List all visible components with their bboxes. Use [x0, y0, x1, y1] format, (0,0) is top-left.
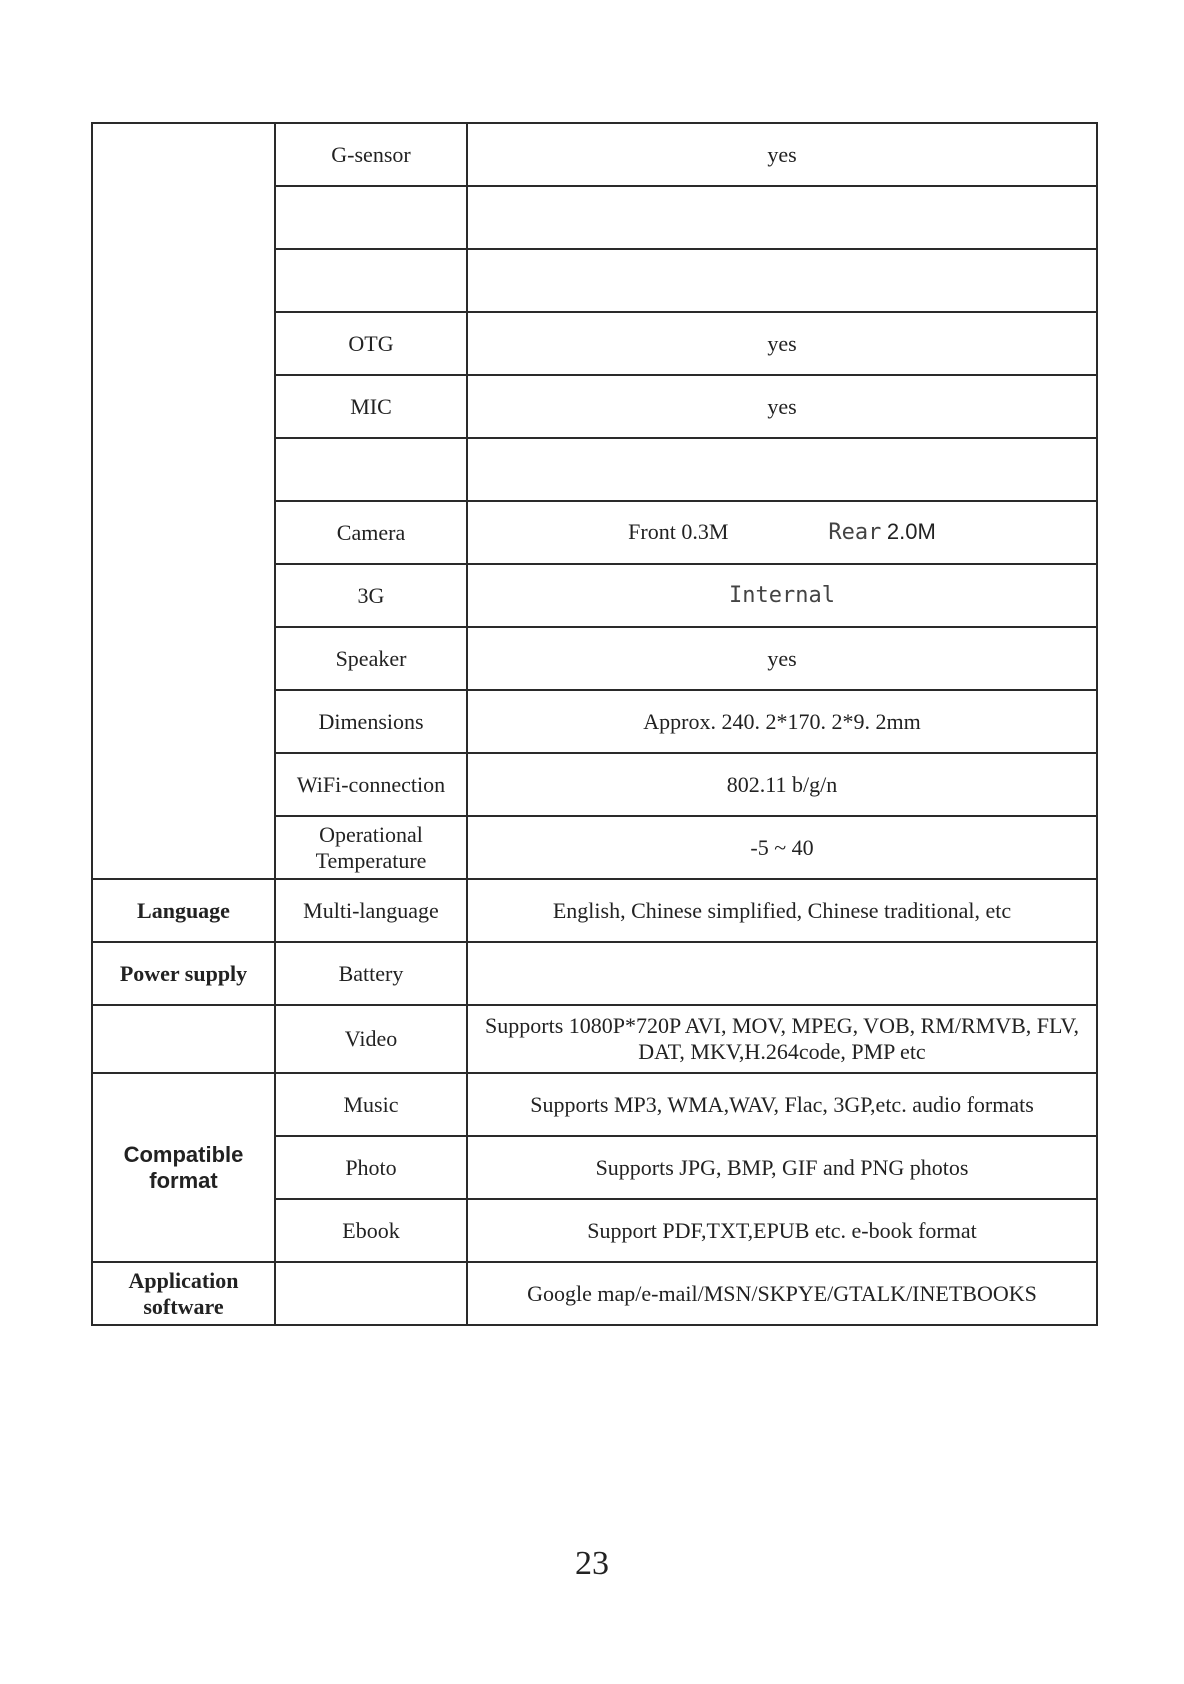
value-cell: 802.11 b/g/n: [467, 753, 1097, 816]
value-cell: [467, 942, 1097, 1005]
feature-cell: Music: [275, 1073, 467, 1136]
table-row-music: [92, 1073, 1097, 1136]
value-cell: Approx. 240. 2*170. 2*9. 2mm: [467, 690, 1097, 753]
value-cell: yes: [467, 375, 1097, 438]
value-cell: -5 ~ 40: [467, 816, 1097, 879]
value-cell: yes: [467, 627, 1097, 690]
table-row-application: [92, 1262, 1097, 1325]
table-row-video: [92, 1005, 1097, 1073]
feature-cell: Camera: [275, 501, 467, 564]
camera-front-value: 0.3M: [681, 519, 729, 544]
value-cell: [467, 186, 1097, 249]
camera-front-label: Front: [628, 519, 676, 544]
feature-cell: Operational Temperature: [275, 816, 467, 879]
value-cell: [467, 438, 1097, 501]
feature-cell: Battery: [275, 942, 467, 1005]
value-cell: Internal: [467, 564, 1097, 627]
feature-cell: 3G: [275, 564, 467, 627]
category-cell-application: Application software: [92, 1262, 275, 1325]
feature-cell: [275, 186, 467, 249]
feature-cell: Ebook: [275, 1199, 467, 1262]
camera-rear-label: Rear: [828, 520, 882, 545]
feature-cell: [275, 1262, 467, 1325]
camera-value-cell: [467, 501, 1097, 564]
category-cell-video: [92, 1005, 275, 1073]
page-number: 23: [575, 1545, 609, 1582]
feature-cell: Video: [275, 1005, 467, 1073]
feature-cell: Dimensions: [275, 690, 467, 753]
value-cell: yes: [467, 312, 1097, 375]
feature-cell: Speaker: [275, 627, 467, 690]
value-cell: Supports MP3, WMA,WAV, Flac, 3GP,etc. audio formats: [467, 1073, 1097, 1136]
feature-cell: Photo: [275, 1136, 467, 1199]
feature-cell: OTG: [275, 312, 467, 375]
camera-rear-value: 2.0M: [886, 519, 936, 544]
category-cell-hardware: [92, 123, 275, 879]
table-row-language: [92, 879, 1097, 942]
value-cell: Google map/e-mail/MSN/SKPYE/GTALK/INETBOOKS: [467, 1262, 1097, 1325]
value-cell: [467, 249, 1097, 312]
table-row: [92, 123, 1097, 186]
camera-rear: [828, 519, 935, 546]
value-cell: yes: [467, 123, 1097, 186]
table-row-power: [92, 942, 1097, 1005]
value-cell: Supports 1080P*720P AVI, MOV, MPEG, VOB, RM/RMVB, FLV, DAT, MKV,H.264code, PMP etc: [467, 1005, 1097, 1073]
feature-cell: G-sensor: [275, 123, 467, 186]
feature-cell: WiFi-connection: [275, 753, 467, 816]
camera-front: [628, 519, 728, 545]
feature-cell: Multi-language: [275, 879, 467, 942]
spec-table: [91, 122, 1098, 1326]
value-cell: Support PDF,TXT,EPUB etc. e-book format: [467, 1199, 1097, 1262]
value-cell: Supports JPG, BMP, GIF and PNG photos: [467, 1136, 1097, 1199]
feature-cell: [275, 438, 467, 501]
category-cell-language: Language: [92, 879, 275, 942]
category-cell-compatible: Compatible format: [92, 1073, 275, 1262]
feature-cell: MIC: [275, 375, 467, 438]
feature-cell: [275, 249, 467, 312]
value-cell: English, Chinese simplified, Chinese traditional, etc: [467, 879, 1097, 942]
category-cell-power: Power supply: [92, 942, 275, 1005]
